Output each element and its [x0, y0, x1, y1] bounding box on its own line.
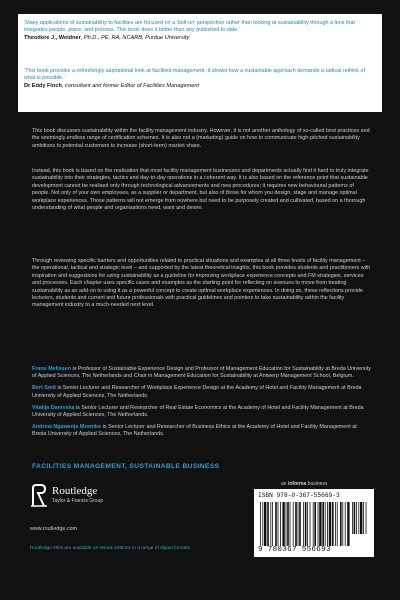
author-name: Vitalija Danivska — [32, 404, 75, 411]
barcode-bar — [305, 502, 307, 546]
quote-text: ‘Many applications of sustainability to facilities are focused on a ‘bolt-on’ perspective rather than looking at sustainability through a lens that integrates people, place, and process. This book does it better than any published to date.’ — [24, 20, 355, 34]
routledge-logo-icon — [30, 484, 48, 508]
informa-brand: informa — [287, 481, 307, 487]
barcode-bar — [347, 502, 349, 546]
barcode-bar — [313, 502, 314, 546]
quote-attribution — [24, 83, 376, 90]
barcode-bar — [352, 502, 353, 534]
informa-suffix: business — [306, 481, 328, 487]
publisher-logo — [30, 484, 150, 524]
author-bio-text: is Professor of Sustainable Experience Design and Professor of Management Education for Sustainability at Breda University of Applied Sciences, The Netherlands and Chair in Management Education for Sustainability at Antwerp Management School, Belgium. — [32, 366, 371, 380]
author-bio-text: is Senior Lecturer and Researcher of Workplace Experience Design at the Academy of Hotel and Facility Management at Breda University of Applied Sciences, The Netherlands. — [32, 385, 362, 399]
barcode-bar — [270, 502, 271, 546]
barcode-bar — [262, 502, 263, 546]
barcode-bar — [358, 502, 359, 534]
barcode-bar — [290, 502, 291, 546]
barcode-bar — [363, 502, 364, 534]
barcode-bar — [335, 502, 336, 546]
author-bio — [32, 424, 372, 439]
barcode-bar — [295, 502, 297, 546]
barcode-bar — [275, 502, 277, 546]
barcode-bar — [272, 502, 273, 546]
quote-author: Theodore J., Weidner — [24, 34, 81, 41]
barcode-bar — [287, 502, 289, 546]
ebook-footnote: Routledge titles are available as eBook editions in a range of digital formats — [30, 546, 190, 551]
barcode-bar — [340, 502, 342, 546]
barcode-bar — [329, 502, 331, 546]
barcode-bar — [356, 502, 357, 534]
barcode-bar — [278, 502, 279, 546]
barcode-bar — [264, 502, 266, 546]
isbn-digits: 9 780367 556693 — [258, 546, 331, 554]
publisher-website[interactable]: www.routledge.com — [30, 526, 78, 532]
description-paragraph: Through reviewing specific barriers and opportunities related to practical situations and examples at all three levels of facility management – the operational, tactical and strategic level – and supported by the latest theoretical insights, this book provides students and practitioners with inspiration and suggestions for using sustainability as a guideline for improving workplace experience concepts and FM strategies, services and processes. Each chapter uses specific cases and examples as the starting point for reflecting on avenues to move from treating sustainability as an add-on to using it as a powerful concept to create optimal workplace experiences. In doing so, these reflections provide lecturers, students and current and future professionals with practical guidelines and pointers to take sustainability within the facility management industry to a much-needed next level. — [32, 258, 371, 309]
barcode-bar — [286, 502, 287, 546]
publisher-group: Taylor & Francis Group — [52, 498, 104, 504]
barcode-bar — [318, 502, 319, 546]
barcode-bar — [310, 502, 311, 546]
author-name: Bert Smit — [32, 385, 56, 392]
barcode-bar — [360, 502, 362, 534]
subject-category: FACILITIES MANAGEMENT, SUSTAINABLE BUSINESS — [32, 463, 220, 470]
author-bio-text: is Senior Lecturer and Researcher of Real Estate Economics at the Academy of Hotel and Facility Management at Breda University of Applied Sciences, The Netherlands. — [32, 404, 364, 419]
author-name: Andrew Ngawenja Mzembe — [32, 423, 102, 430]
quote-text: ‘This book provides a refreshingly aspirational look at facilities management. It shows how a sustainable approach demands a radical rethink of what is possible.’ — [24, 68, 365, 82]
author-name: Frans Melissen — [32, 366, 71, 372]
author-bio — [32, 366, 372, 381]
barcode-bar — [325, 502, 326, 546]
author-bio-text: is Senior Lecturer and Researcher of Business Ethics at the Academy of Hotel and Facility Management at Breda University of Applied Sciences, The Netherlands. — [32, 423, 357, 438]
quote-attribution — [24, 35, 376, 42]
barcode-image — [260, 502, 350, 546]
endorsement-quote — [24, 68, 376, 90]
barcode-bar — [314, 502, 316, 546]
barcode-bar — [322, 502, 324, 546]
barcode-bar — [327, 502, 328, 546]
barcode-bar — [337, 502, 338, 546]
author-bio — [32, 405, 372, 420]
informa-prefix: an — [281, 481, 288, 487]
barcode-bar — [332, 502, 334, 546]
publisher-name: Routledge — [52, 485, 98, 497]
quote-author: Dr Eddy Finch — [24, 82, 62, 89]
barcode-bar — [280, 502, 281, 546]
barcode-bar — [307, 502, 308, 546]
barcode-bar — [354, 502, 356, 534]
endorsements-box — [18, 14, 382, 112]
barcode-bar — [319, 502, 321, 546]
barcode-bar — [298, 502, 299, 546]
barcode-panel — [254, 489, 374, 557]
author-bios — [32, 366, 372, 443]
barcode-bar — [342, 502, 343, 546]
barcode-bar — [293, 502, 294, 546]
barcode-bar — [260, 502, 261, 546]
quote-credentials: , Ph.D., PE, RA, NCARB, Purdue University — [80, 34, 190, 41]
barcode-bar — [267, 502, 269, 546]
isbn-label: ISBN 978-0-367-55669-3 — [258, 492, 340, 499]
barcode-addon-image — [352, 502, 368, 534]
endorsement-quote — [24, 20, 376, 42]
barcode-bar — [366, 502, 367, 534]
barcode-bar — [303, 502, 304, 546]
description-paragraph: This book discusses sustainability within the facility management industry. However, it is not another anthology of so-called best practices and the seemingly endless range of certification schemes. It is also not a (marketing) guide on how to communicate high-pitched sustainability ambitions to potential customers to increase (short-term) market share. — [32, 128, 370, 149]
quote-credentials: , consultant and former Editor of Facilities Management — [61, 82, 200, 89]
barcode-bar — [345, 502, 346, 546]
barcode-bar — [282, 502, 284, 546]
barcode-bar — [299, 502, 301, 546]
author-bio — [32, 385, 372, 400]
informa-business-tag — [281, 481, 327, 487]
description-paragraph: Instead, this book is based on the realisation that most facility management businesses and departments actually find it hard to truly integrate sustainability into their strategies, tactics and day-to-day operations in a coherent way. It is also based on the reference point that sustainable development cannot be realised only through technological advancements and new procedures; it requires new behavioural patterns of people. Not only of your own employees, as a supplier or department, but also of those for whom you design, stage and manage optimal workplace experiences. Those patterns will not emerge from nowhere but need to be purposely created and cultivated, based on a thorough understanding of what people and organisations need, want and desire. — [32, 168, 369, 212]
